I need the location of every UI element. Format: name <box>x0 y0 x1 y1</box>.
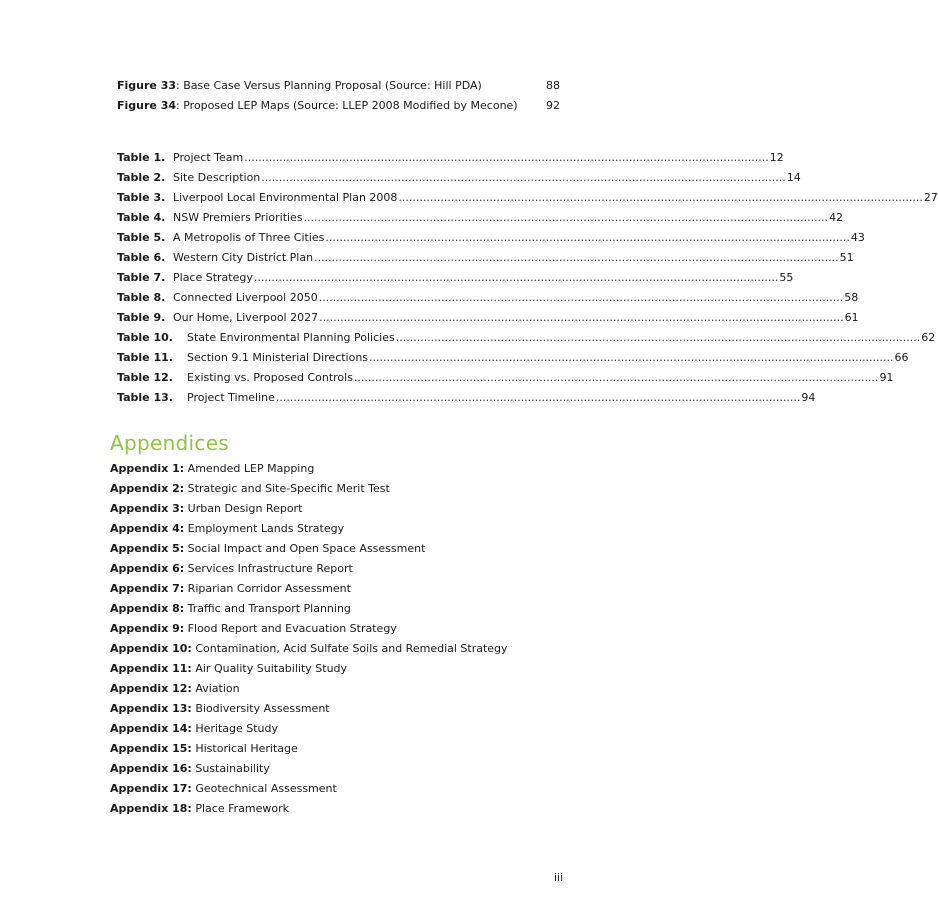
appendix-title: Amended LEP Mapping <box>184 462 315 475</box>
table-title: Western City District Plan <box>173 251 314 264</box>
leader-dots: ...................................................................................................................................................... <box>261 171 786 184</box>
figure-title: : Base Case Versus Planning Proposal (Source: Hill PDA) <box>176 79 482 92</box>
table-entry[interactable] <box>117 211 844 224</box>
appendix-entry[interactable] <box>110 622 397 635</box>
table-label: Table 4. <box>117 211 166 224</box>
appendix-title: Riparian Corridor Assessment <box>184 582 351 595</box>
leader-dots: ...................................................................................................................................................... <box>398 191 923 204</box>
table-entry[interactable] <box>117 231 865 244</box>
table-label: Table 5. <box>117 231 166 244</box>
table-entry[interactable] <box>117 311 859 324</box>
figure-title: : Proposed LEP Maps (Source: LLEP 2008 Modified by Mecone) <box>176 99 518 112</box>
table-entry[interactable] <box>117 171 801 184</box>
table-title: NSW Premiers Priorities <box>173 211 303 224</box>
table-entry[interactable] <box>117 371 894 384</box>
leader-dots: ...................................................................................................................................................... <box>395 331 921 344</box>
table-label: Table 9. <box>117 311 166 324</box>
table-label: Table 8. <box>117 291 166 304</box>
table-entry[interactable] <box>117 291 859 304</box>
table-page: 42 <box>829 211 844 224</box>
appendix-title: Contamination, Acid Sulfate Soils and Remedial Strategy <box>191 642 508 655</box>
table-entry[interactable] <box>117 331 936 344</box>
table-title: Site Description <box>173 171 261 184</box>
appendix-title: Biodiversity Assessment <box>191 702 330 715</box>
appendix-label: Appendix 5: <box>110 542 185 555</box>
table-title: A Metropolis of Three Cities <box>173 231 325 244</box>
appendix-label: Appendix 16: <box>110 762 192 775</box>
table-page: 61 <box>844 311 859 324</box>
table-page: 51 <box>839 251 854 264</box>
table-title: Project Team <box>173 151 244 164</box>
table-page: 55 <box>779 271 794 284</box>
appendix-label: Appendix 17: <box>110 782 192 795</box>
appendix-entry[interactable] <box>110 722 278 735</box>
leader-dots: ...................................................................................................................................................... <box>303 211 829 224</box>
figure-label: Figure 34 <box>117 99 177 112</box>
appendix-title: Services Infrastructure Report <box>184 562 353 575</box>
table-label: Table 2. <box>117 171 166 184</box>
table-label: Table 6. <box>117 251 166 264</box>
appendix-entry[interactable] <box>110 462 314 475</box>
figure-entry[interactable] <box>117 79 560 92</box>
appendix-entry[interactable] <box>110 522 344 535</box>
appendix-label: Appendix 2: <box>110 482 185 495</box>
figure-page: 88 <box>546 79 560 92</box>
leader-dots: ...................................................................................................................................................... <box>244 151 769 164</box>
appendix-entry[interactable] <box>110 642 508 655</box>
table-title: State Environmental Planning Policies <box>187 331 395 344</box>
appendix-title: Historical Heritage <box>191 742 298 755</box>
appendix-entry[interactable] <box>110 602 351 615</box>
appendix-entry[interactable] <box>110 702 330 715</box>
appendix-title: Air Quality Suitability Study <box>191 662 348 675</box>
appendix-title: Social Impact and Open Space Assessment <box>184 542 426 555</box>
appendix-title: Aviation <box>191 682 240 695</box>
appendix-entry[interactable] <box>110 662 347 675</box>
leader-dots: ...................................................................................................................................................... <box>314 251 839 264</box>
table-page: 43 <box>850 231 865 244</box>
appendix-label: Appendix 12: <box>110 682 192 695</box>
appendix-title: Strategic and Site-Specific Merit Test <box>184 482 390 495</box>
page-number: iii <box>554 871 564 884</box>
leader-dots: ...................................................................................................................................................... <box>318 291 844 304</box>
appendix-entry[interactable] <box>110 582 351 595</box>
appendix-entry[interactable] <box>110 742 298 755</box>
appendix-label: Appendix 10: <box>110 642 192 655</box>
table-page: 62 <box>921 331 936 344</box>
table-page: 66 <box>894 351 909 364</box>
table-label: Table 10. <box>117 331 173 344</box>
appendix-title: Heritage Study <box>191 722 279 735</box>
appendix-title: Sustainability <box>191 762 270 775</box>
appendix-label: Appendix 6: <box>110 562 185 575</box>
appendix-entry[interactable] <box>110 482 390 495</box>
table-entry[interactable] <box>117 251 854 264</box>
table-entry[interactable] <box>117 151 784 164</box>
table-page: 27 <box>923 191 938 204</box>
appendix-entry[interactable] <box>110 682 240 695</box>
appendix-label: Appendix 4: <box>110 522 185 535</box>
leader-dots: ...................................................................................................................................................... <box>325 231 850 244</box>
figure-label: Figure 33 <box>117 79 177 92</box>
table-entry[interactable] <box>117 391 816 404</box>
appendix-label: Appendix 15: <box>110 742 192 755</box>
table-page: 94 <box>801 391 816 404</box>
appendix-label: Appendix 1: <box>110 462 185 475</box>
table-label: Table 7. <box>117 271 166 284</box>
table-title: Existing vs. Proposed Controls <box>187 371 353 384</box>
appendix-title: Employment Lands Strategy <box>184 522 345 535</box>
appendix-label: Appendix 7: <box>110 582 185 595</box>
table-label: Table 1. <box>117 151 166 164</box>
appendix-label: Appendix 3: <box>110 502 185 515</box>
appendix-label: Appendix 8: <box>110 602 185 615</box>
table-label: Table 12. <box>117 371 173 384</box>
leader-dots: ...................................................................................................................................................... <box>275 391 801 404</box>
table-title: Liverpool Local Environmental Plan 2008 <box>173 191 398 204</box>
appendix-title: Flood Report and Evacuation Strategy <box>184 622 397 635</box>
appendix-entry[interactable] <box>110 782 337 795</box>
leader-dots: ...................................................................................................................................................... <box>319 311 844 324</box>
appendix-label: Appendix 13: <box>110 702 192 715</box>
table-title: Project Timeline <box>187 391 275 404</box>
table-title: Connected Liverpool 2050 <box>173 291 318 304</box>
leader-dots: ...................................................................................................................................................... <box>353 371 879 384</box>
appendix-label: Appendix 11: <box>110 662 192 675</box>
table-label: Table 11. <box>117 351 173 364</box>
table-entry[interactable] <box>117 351 909 364</box>
appendix-entry[interactable] <box>110 802 289 815</box>
appendices-heading: Appendices <box>110 431 230 455</box>
table-page: 14 <box>786 171 801 184</box>
table-page: 12 <box>769 151 784 164</box>
appendix-title: Geotechnical Assessment <box>191 782 337 795</box>
table-title: Section 9.1 Ministerial Directions <box>187 351 369 364</box>
appendix-title: Place Framework <box>191 802 289 815</box>
table-label: Table 13. <box>117 391 173 404</box>
table-page: 91 <box>879 371 894 384</box>
table-title: Our Home, Liverpool 2027 <box>173 311 319 324</box>
appendix-entry[interactable] <box>110 542 425 555</box>
appendix-entry[interactable] <box>110 502 302 515</box>
leader-dots: ...................................................................................................................................................... <box>369 351 894 364</box>
table-title: Place Strategy <box>173 271 253 284</box>
table-label: Table 3. <box>117 191 166 204</box>
leader-dots: ...................................................................................................................................................... <box>253 271 779 284</box>
appendix-entry[interactable] <box>110 762 270 775</box>
table-page: 58 <box>844 291 859 304</box>
appendix-title: Traffic and Transport Planning <box>184 602 351 615</box>
table-entry[interactable] <box>117 271 794 284</box>
appendix-label: Appendix 14: <box>110 722 192 735</box>
figure-page: 92 <box>546 99 560 112</box>
appendix-entry[interactable] <box>110 562 353 575</box>
appendix-label: Appendix 18: <box>110 802 192 815</box>
appendix-label: Appendix 9: <box>110 622 185 635</box>
figure-entry[interactable] <box>117 99 560 112</box>
table-entry[interactable] <box>117 191 938 204</box>
appendix-title: Urban Design Report <box>184 502 303 515</box>
